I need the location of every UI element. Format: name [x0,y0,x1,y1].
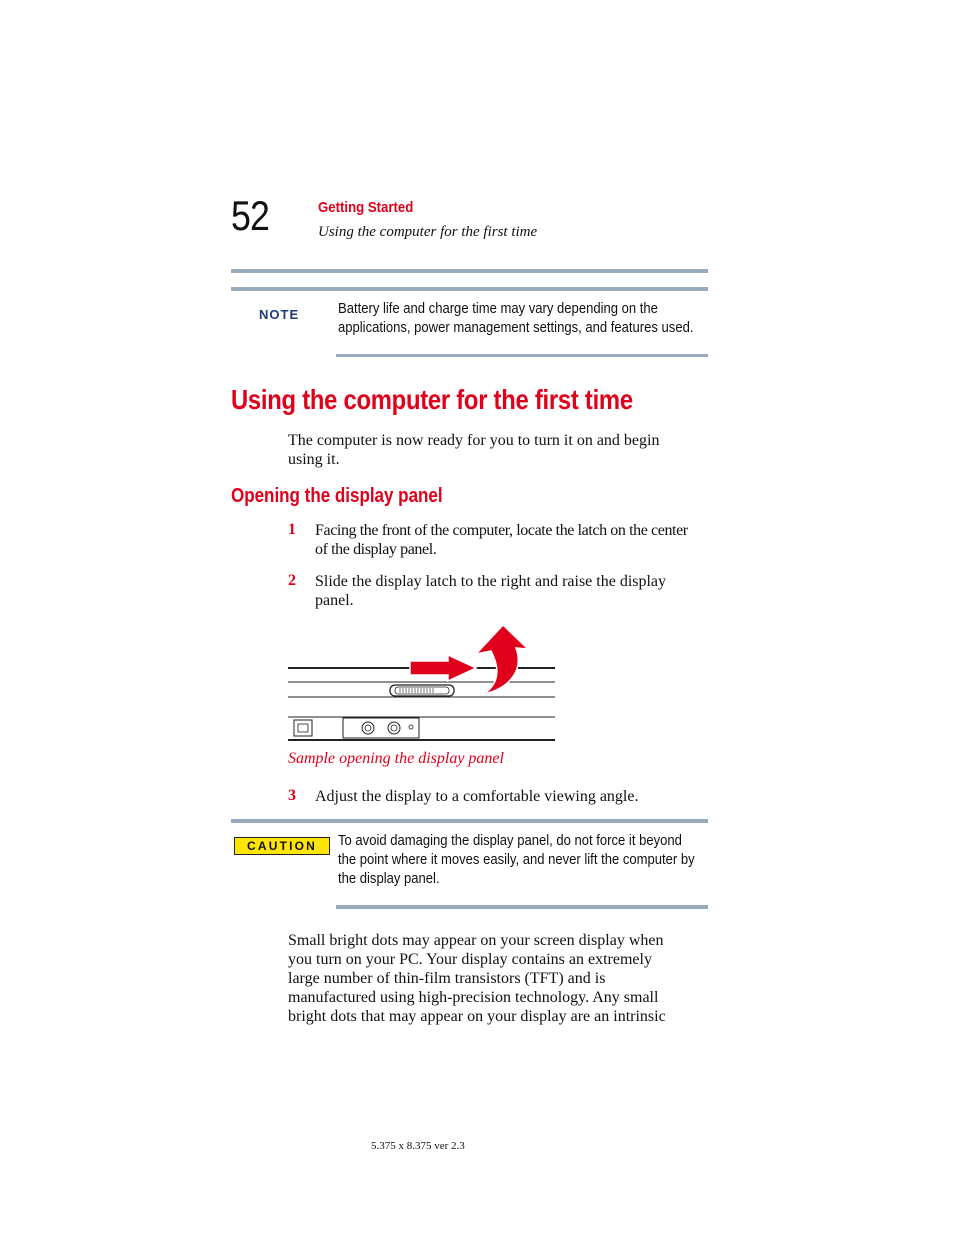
note-line: Battery life and charge time may vary depending on the [338,301,658,317]
slide-right-arrow-icon [410,655,476,681]
step-text [315,521,688,559]
caution-top-rule [231,819,708,823]
step-number: 2 [288,572,296,589]
intro-line: The computer is now ready for you to turn it on and begin [288,432,660,449]
caution-bottom-rule [336,905,708,909]
body-paragraph [288,931,666,1026]
page-heading: Using the computer for the first time [231,384,633,415]
display-latch-illustration [288,622,558,744]
caution-line: the display panel. [338,871,440,887]
note-line: applications, power management settings, and features used. [338,320,694,336]
step-line: Adjust the display to a comfortable viewing angle. [315,788,639,805]
paragraph-line: manufactured using high-precision technology. Any small [288,989,659,1006]
caution-line: To avoid damaging the display panel, do not force it beyond [338,833,682,849]
chapter-title: Getting Started [318,199,414,216]
step-line: of the display panel. [315,541,437,558]
paragraph-line: you turn on your PC. Your display contains an extremely [288,951,652,968]
paragraph-line: large number of thin-film transistors (TFT) and is [288,970,606,987]
section-subtitle: Using the computer for the first time [318,224,538,240]
intro-paragraph [288,431,659,469]
page-number: 52 [231,192,270,239]
caution-text [338,832,707,889]
step-text [315,787,638,806]
note-text [338,300,694,338]
caution-label: CAUTION [234,837,330,855]
paragraph-line: bright dots that may appear on your display are an intrinsic [288,1008,666,1025]
rule-divider [231,269,708,273]
step-number: 1 [288,521,296,538]
raise-display-arrow-icon [476,625,528,694]
page-footer: 5.375 x 8.375 ver 2.3 [371,1140,465,1152]
subheading: Opening the display panel [231,485,443,507]
figure-caption: Sample opening the display panel [288,750,504,767]
note-bottom-rule [336,354,708,357]
step-text [315,572,666,610]
caution-line: the point where it moves easily, and never lift the computer by [338,852,695,868]
intro-line: using it. [288,451,340,468]
step-line: Slide the display latch to the right and raise the display [315,573,667,590]
step-number: 3 [288,787,296,804]
paragraph-line: Small bright dots may appear on your screen display when [288,932,664,949]
note-label: NOTE [259,307,300,322]
step-line: panel. [315,592,354,609]
step-line: Facing the front of the computer, locate the latch on the center [315,522,688,539]
note-top-rule [231,287,708,291]
